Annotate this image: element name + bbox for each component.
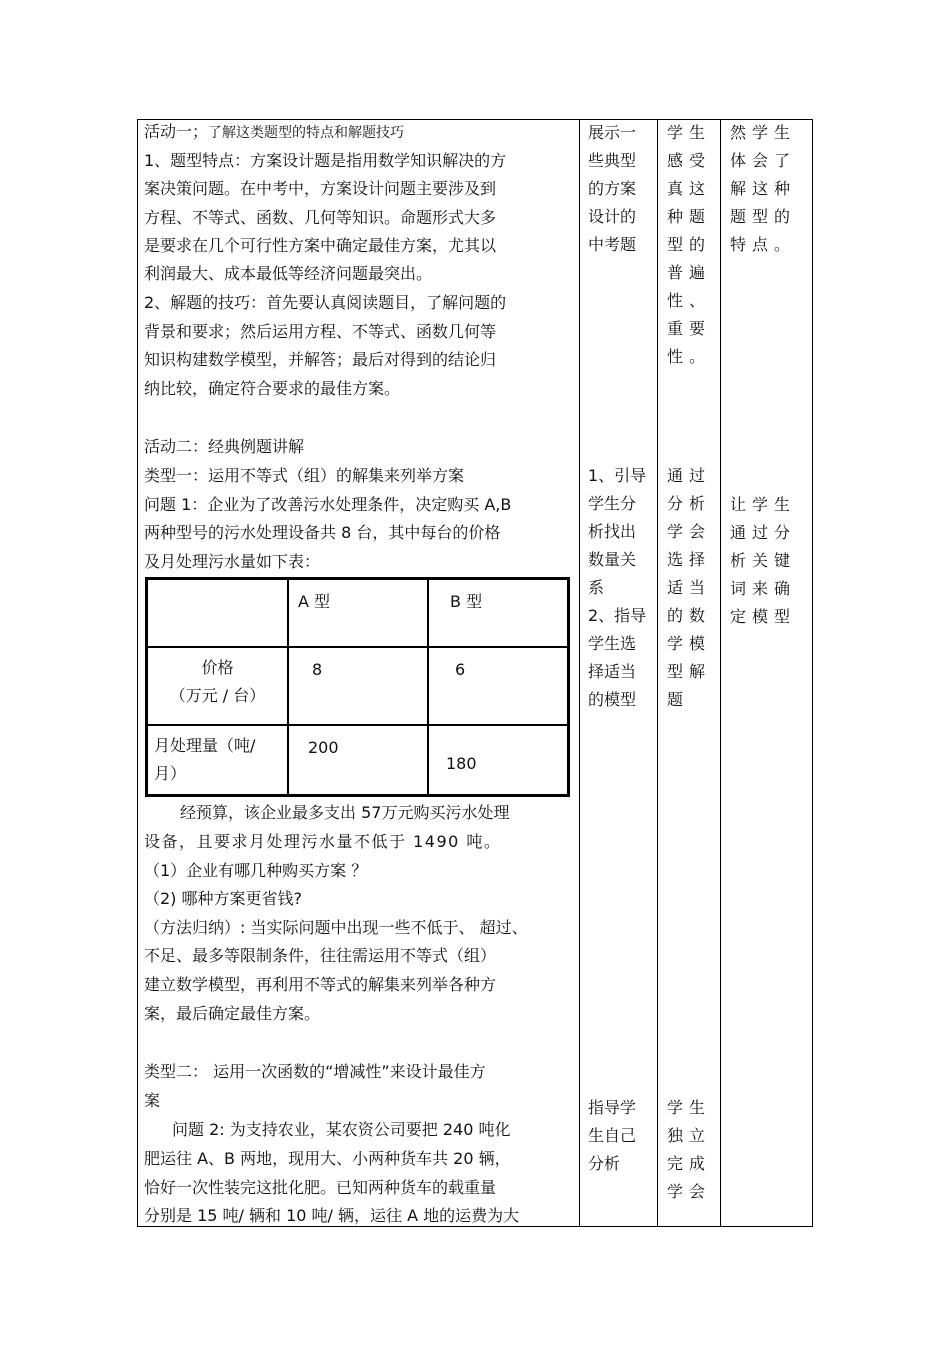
student-activity-block-2: 通过 分析 学会 选择 适当 的数 学模 型解 题 — [667, 466, 712, 709]
teacher-activity-block-1: 展示一 些典型 的方案 设计的 中考题 — [588, 123, 637, 254]
text-line: （方法归纳）: 当实际问题中出现一些不低于、 超过、 — [144, 918, 528, 937]
table-bottom-border — [137, 1226, 813, 1227]
text-line: 肥运往 A、B 两地，现用大、小两种货车共 20 辆， — [144, 1149, 511, 1168]
table-top-border — [137, 119, 813, 120]
type-two-heading: 类型二： 运用一次函数的“增减性”来设计最佳方 — [144, 1062, 486, 1081]
text-line: 建立数学模型，再利用不等式的解集来列举各种方 — [144, 975, 497, 994]
column-divider-1 — [579, 119, 580, 1227]
text-line: 利润最大、成本最低等经济问题最突出。 — [144, 264, 433, 283]
text-line: 方程、不等式、函数、几何等知识。命题形式大多 — [144, 208, 497, 227]
text-line: （2) 哪种方案更省钱? — [144, 889, 303, 908]
text-line: 知识构建数学模型，并解答；最后对得到的结论归 — [144, 350, 497, 369]
text-line: 设备，且要求月处理污水量不低于 1490 吨。 — [144, 832, 502, 851]
price-a-value: 8 — [312, 660, 323, 679]
teacher-activity-block-2: 1、引导 学生分 析找出 数量关 系 2、指导 学生选 择适当 的模型 — [588, 466, 647, 709]
column-divider-2 — [657, 119, 658, 1227]
activity-two-heading: 活动二：经典例题讲解 — [144, 437, 305, 456]
inner-table-col-line-2 — [427, 577, 429, 797]
text-line: （1）企业有哪几种购买方案 ？ — [144, 861, 368, 880]
text-line: 问题 1：企业为了改善污水处理条件，决定购买 A,B — [144, 495, 512, 514]
text-line: 两种型号的污水处理设备共 8 台，其中每台的价格 — [144, 523, 501, 542]
text-line: 案决策问题。在中考中，方案设计问题主要涉及到 — [144, 179, 497, 198]
text-line: 经预算，该企业最多支出 57万元购买污水处理 — [180, 803, 510, 822]
price-b-value: 6 — [455, 660, 466, 679]
row-label-capacity: 月处理量（吨/ 月） — [154, 736, 256, 783]
inner-table-row-line-1 — [145, 646, 570, 648]
row-label-price: 价格 （万元 / 台） — [169, 658, 266, 705]
design-intent-block-2: 让学生 通过分 析关键 词来确 定模型 — [730, 495, 797, 626]
text-line: 纳比较，确定符合要求的最佳方案。 — [144, 379, 401, 398]
student-activity-block-1: 学生 感受 真这 种题 型的 普遍 性、 重要 性。 — [667, 123, 712, 366]
inner-table-col-line-1 — [287, 577, 289, 797]
capacity-a-value: 200 — [308, 738, 339, 757]
header-type-a: A 型 — [298, 592, 331, 611]
text-line: 2、解题的技巧：首先要认真阅读题目，了解问题的 — [144, 293, 507, 312]
activity-one-heading: 活动一；了解这类题型的特点和解题技巧 — [144, 122, 405, 141]
table-left-border — [137, 119, 138, 1227]
table-right-border — [812, 119, 813, 1227]
text-line: 分别是 15 吨/ 辆和 10 吨/ 辆，运往 A 地的运费为大 — [144, 1206, 520, 1225]
text-line: 不足、最多等限制条件，往往需运用不等式（组） — [144, 946, 497, 965]
text-line: 是要求在几个可行性方案中确定最佳方案，尤其以 — [144, 236, 497, 255]
inner-table-row-line-2 — [145, 724, 570, 726]
type-one-heading: 类型一：运用不等式（组）的解集来列举方案 — [144, 466, 465, 485]
header-type-b: B 型 — [450, 592, 483, 611]
text-line: 背景和要求；然后运用方程、不等式、函数几何等 — [144, 322, 497, 341]
text-line: 1、题型特点：方案设计题是指用数学知识解决的方 — [144, 151, 507, 170]
text-line: 恰好一次性装完这批化肥。已知两种货车的载重量 — [144, 1178, 497, 1197]
capacity-b-value: 180 — [446, 754, 477, 773]
text-line: 问题 2: 为支持农业，某农资公司要把 240 吨化 — [172, 1120, 511, 1139]
text-line: 案，最后确定最佳方案。 — [144, 1004, 321, 1023]
student-activity-block-3: 学生 独立 完成 学会 — [667, 1098, 712, 1201]
text-line: 案 — [144, 1091, 161, 1110]
design-intent-block-1: 然学生 体会了 解这种 题型的 特点。 — [730, 123, 797, 254]
column-divider-3 — [720, 119, 721, 1227]
teacher-activity-block-3: 指导学 生自己 分析 — [588, 1098, 637, 1173]
text-line: 及月处理污水量如下表： — [144, 552, 321, 571]
